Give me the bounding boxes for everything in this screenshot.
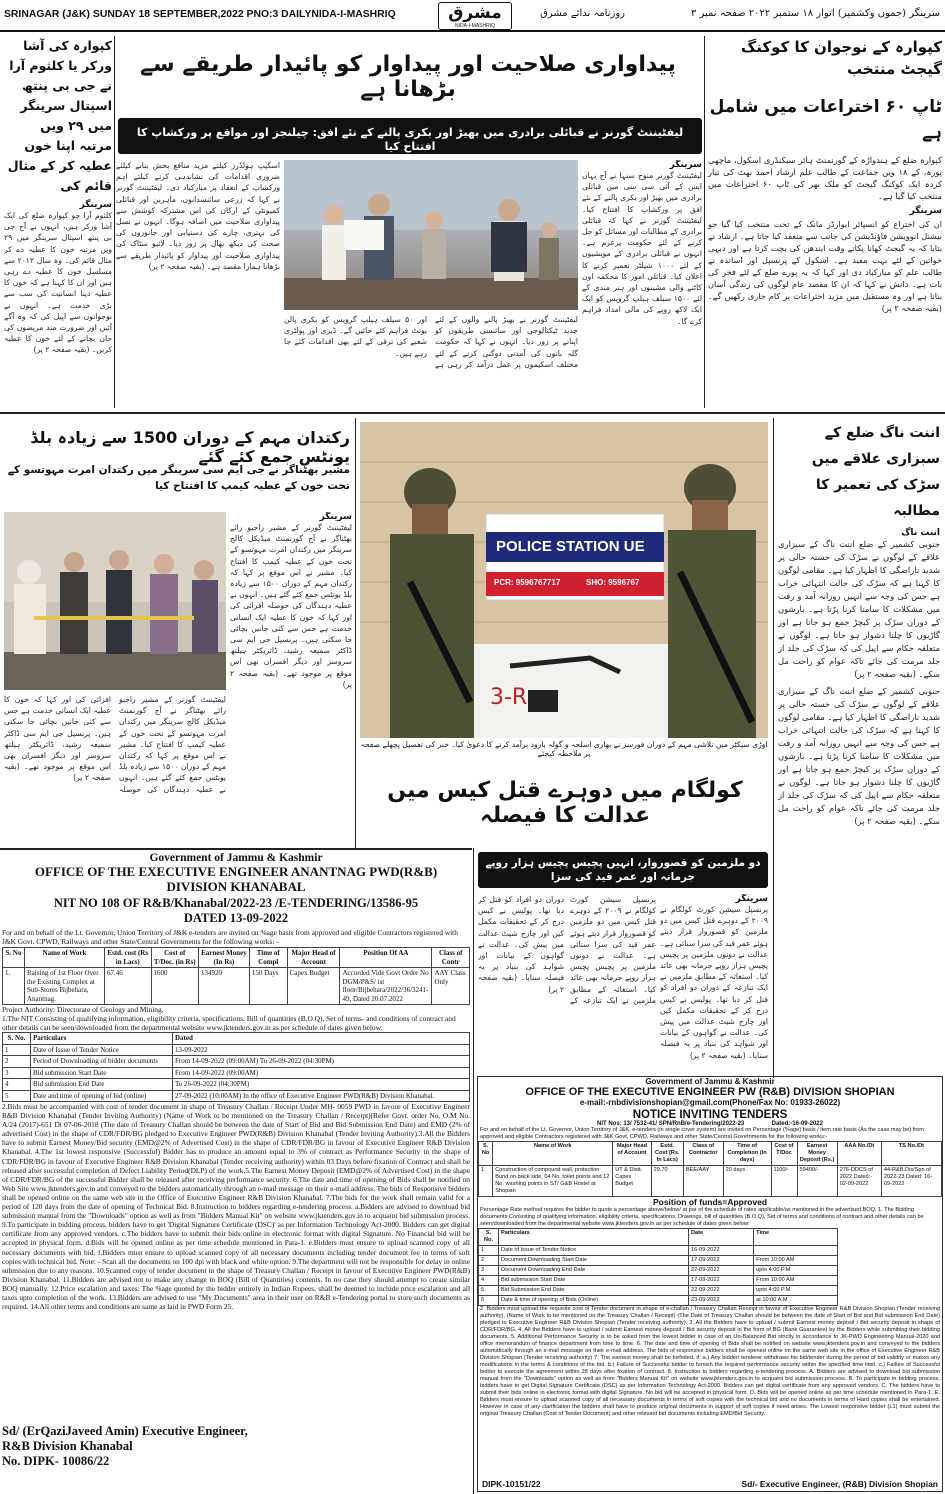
road-story (778, 420, 940, 1076)
court-story-subheadline (478, 852, 768, 888)
table-row (479, 1266, 838, 1276)
logo-text: مشرق (448, 3, 502, 23)
tender-right-schedule-table (478, 1228, 838, 1306)
road-story-byline: اننت ناگ (901, 528, 940, 538)
table-header: Particulars (31, 1033, 173, 1045)
right-story-byline: سرینگر (909, 206, 942, 216)
logo-subtext: NIDA-I-MASHRIQ (455, 23, 495, 29)
table-row (479, 1296, 838, 1306)
tender-right-dipk: DIPK-10151/22 (482, 1479, 541, 1489)
table-cell: Bid submission End Date (31, 1079, 173, 1091)
main-story-col-a-text: لیفٹیننٹ گورنر منوج سنہا نے آج یہاں ایس کے آئی سی سی میں قبائلی برادری میں بھیڑ اور بکری پالنے کے نئے افق پر ورکشاپ کا افتتاح کیا۔ لیفٹیننٹ گورنر نے کہا کہ قبائلی برادری کے مطالبات اور مسائل کو حل کرنے کے لئے حکومت پرعزم ہے۔ انہوں نے قبائلی برادری کے مویشیوں کے لئے ۱۰۰۰ شیلٹر تعمیر کرنے کا اعلان کیا۔ قبائلی امور کا محکمہ اون کاٹنے والی مشینوں اور ہنر مندی کے لئے ۱۵۰۰ سیلف ہیلپ گروپس کو ایک ایک لاکھ روپے کی مالی امداد فراہم کرے گا۔ (582, 171, 702, 326)
tender-right-dated: Dated:-16-09-2022 (771, 1121, 823, 1127)
blood-story-byline: سرینگر (319, 512, 352, 522)
court-story-byline: سرینگر (735, 894, 768, 904)
table-header: Time of Compl (249, 948, 287, 968)
tender-right-terms: 2. Bidders must upload the requisite cost of Tender document in shape of e-challan / Treasury Challan Receipt in favour of Executive Engineer R&B Division Shopian (Tender receiving authority). (Name of Work to be mentioned on the Treasury Challan / Receipt) (The Date of Treasury Challan should be between the date of Start of Bid and Bid submission End Date) pledged to Executive Engineer R&B Division Shopian (Tender receiving authority). 3. All the Bidders have to upload / submit Earnest money deposit / Bid security deposit in shape of CDR/FDR/BG. 4. All the Bidders have to upload / submit Earnest money deposit / Bid security deposit in the form of BG (Bank Guarantee) by the Bidders while submitting their bidding documents. 5. Additional Performance Security is to be asked from the lowest bidder in case of an Un-Balanced Bid strictly in accordance to JK-PWD Engineering Manual-2020 and office memorandum of finance department from time to time. 6. The date and time of opening of Bids shall be notified on website www.jktenders.gov.in and conveyed to the bidders automatically through an e-mail message on their e-mail address. The bids of responsive bidders shall be opened online on the same web site in the office of Executive Engineer R&B Division Shopian (Tender receiving authority) 7. The earnest money shall be forfeited, if: a.) Any bidder/ tenderer withdraws his bid/tender during the period of bid validity or makes any modifications in the terms & conditions of the bid. b.) Failure of Successful bidder to furnish the required performance security within the specified time limit. c.) Failure of Successful bidder to execute the agreement within 28 days after fixation of contract. 8. Instruction to bidders regarding e-tendering process. A. Bidders are advised to download bid submission manual from the "Downloads" option as well as from "Bidders Manual Kit" on website www.jktenders.gov.in to acquaint bid submission process. B. To participate in bidding process, bidders have to get Digital Signature Certificate (DSC) as per Information Technology Act-2000. Bidders can get digital certificate from any approved vendors. C. The bidders have to submit their bids online in electronic format with digital Signature. No bid will be accepted in physical form. D. Bids will be opened online as per time schedule mentioned in Para-1. E. Bidders must ensure to upload scanned copy of all necessary documents in terms of soft copies with the technical bid and no documents in terms of Hard copies shall be entertained. However in case of any clarification the bidders shall have to produce original documents in support of soft copies if need arises. The Lowest responsive bidder (L1) must submit the original Treasury Challan (Cost of Tender Document) and other relevant bid documents including EMD/Bid Security. (480, 1306, 940, 1417)
table-header: Date (689, 1229, 754, 1246)
divider (355, 418, 356, 848)
tender-right-signature: Sd/- Executive Engineer, (R&B) Division Shopian (741, 1479, 938, 1489)
main-story-col-b-text: لیفٹیننٹ گورنر نے بھیڑ پالنے والوں کے لئے جدید ٹیکنالوجی اور سائنسی طریقوں کو اپنانے پر زور دیا۔ انہوں نے کہا کہ حکومت گلہ بانوں کی آمدنی دوگنی کرنے کے لئے مختلف اسکیموں پر عمل درآمد کر رہی ہے اور ۵۰ سیلف ہیلپ گروپس کو بکری پالن یونٹ فراہم کئے جائیں گے۔ ڈیری اور پولٹری شعبے کی ترقی کے لئے بھی اقدامات کئے جا رہے ہیں۔ (284, 315, 578, 369)
table-cell: upto 4:00 P.M (754, 1286, 838, 1296)
right-story-headline-2: ٹاپ ۶۰ اختراعات میں شامل ہے (709, 97, 942, 143)
table-row (479, 1166, 942, 1197)
tender-right (477, 1076, 943, 1492)
tender-right-govt: Government of Jammu & Kashmir (645, 1077, 775, 1086)
table-cell: 5 (3, 1090, 31, 1102)
table-cell: 22-09-2022 (689, 1286, 754, 1296)
table-header: Name of Work (493, 1142, 613, 1166)
table-cell: Document Downloading Start Date (499, 1256, 689, 1266)
table-cell: 16-09-2022 (689, 1246, 754, 1256)
tender-right-works-table (478, 1141, 942, 1197)
table-cell: 5 (479, 1286, 499, 1296)
main-story-subheadline-text: لیفٹیننٹ گورنر نے قبائلی برادری میں بھیڑ اور بکری پالنے کے نئے افق: چیلنجز اور مواقع پر ورکشاپ کا افتتاح کیا (136, 126, 684, 153)
table-cell: 44-R&B.Dix/Spn of 2022-23 Dated: 16-09-2022 (881, 1166, 941, 1197)
main-story-col-c (116, 160, 280, 398)
table-cell: From 10:00 AM (754, 1276, 838, 1286)
table-header-row (3, 1033, 470, 1045)
tender-right-note: Percentage Rate method requires the bidder to quote a percentage above/below/ at par of the schedule of rates applicable/as mentioned in the advertised BOQ. 1. The Bidding documents Consisting of qualifying information, eligibility criteria, specifications, Drawings, bill of quantities (B.O.Q), Set of terms and conditions of contract and other details can be seen/downloaded from the departmental website www.jktenders.gov.in as per schedule of dates given below: (480, 1207, 924, 1227)
blood-story-text (230, 512, 352, 844)
tender-left-signature: Sd/ (ErQaziJaveed Amin) Executive Engineer, (2, 1424, 248, 1438)
table-cell: UT & Distt. Capex Budget (613, 1166, 651, 1197)
table-cell: 1100/- (771, 1166, 797, 1197)
table-cell: 276-DDCS of 2022 Dated:- 02-09-2022 (837, 1166, 881, 1197)
table-cell: 29.70 (651, 1166, 683, 1197)
table-header: S. No (479, 1142, 493, 1166)
table-row (3, 1056, 470, 1068)
table-cell: 6 (479, 1296, 499, 1306)
left-story-headline: کپوارہ کی آشا ورکر یا کلثوم آرا نے جی بی پنتھ اسپتال سرینگر میں ۲۹ ویں مرتبہ اپنا خون عطیہ کر کے مثال قائم کی (7, 38, 112, 193)
tender-left-office: OFFICE OF THE EXECUTIVE ENGINEER ANANTNAG PWD(R&B) DIVISION KHANABAL (34, 864, 438, 894)
table-cell: Accorded Vide Govt Order No DGM/P&S/ ist floor/Bijbehara/2022/36/3241-49, Dated 20.07.2022 (340, 968, 432, 1005)
table-header: Major Head of Account (287, 948, 340, 968)
ribbon-cutting-photo (4, 512, 226, 690)
left-story (4, 36, 112, 408)
table-cell: 1 (3, 1044, 31, 1056)
masthead (0, 0, 945, 32)
table-header: Position Of AA (340, 948, 432, 968)
table-cell: 2 (3, 1056, 31, 1068)
tender-right-position: Position of funds=Approved (652, 1197, 768, 1207)
table-header: Name of Work (25, 948, 105, 968)
road-story-headline: اننت ناگ ضلع کے سبزاری علاقے میں سڑک کی تعمیر کا مطالبہ (811, 425, 940, 519)
main-story-subheadline (118, 118, 702, 154)
table-cell: Period of Downloading of bidder documents (31, 1056, 173, 1068)
table-cell: Capex Budget (287, 968, 340, 1005)
table-header-row (479, 1229, 838, 1246)
main-story-byline: سرینگر (669, 160, 702, 170)
tender-left (2, 852, 470, 1492)
table-cell: 13-09-2022 (173, 1044, 470, 1056)
table-cell: 17-09-2022 (689, 1276, 754, 1286)
court-story-headline: کولگام میں دوہرے قتل کیس میں عدالت کا فیصلہ (387, 778, 743, 828)
table-row (3, 1079, 470, 1091)
table-cell: 1. (3, 968, 25, 1005)
divider (114, 36, 115, 408)
table-row (479, 1286, 838, 1296)
table-cell: Construction of compound wall, protection Bund on back side, 04 No. toilet points and 12 No. washing points in ST/ G&B Hostel at Shopian (493, 1166, 613, 1197)
table-row (3, 968, 470, 1005)
police-photo (360, 422, 768, 738)
table-row (479, 1256, 838, 1266)
table-header: Dated (173, 1033, 470, 1045)
main-story-col-a (582, 160, 702, 404)
table-cell: at 10:00 A.M (754, 1296, 838, 1306)
tender-right-email: e-mail:-rnbdivisionshopian@gmail.com(Phone/Fax No: 01933-26022) (579, 1098, 841, 1107)
right-story-intro: کپوارہ ضلع کے ہندواڑہ کے گورنمنٹ ہائر سیکنڈری اسکول، ماچھی پورہ، کے ۱۸ ویں جماعت کے طالب علم ارشاد احمد بھٹ کی تیار کردہ ایک کوکنگ گیجٹ کو ملک بھر کی ٹاپ ۶۰ اختراعات میں منتخب کیا گیا ہے۔ (708, 155, 942, 201)
table-cell: 27-09-2022 (10:00AM) In the office of Executive Engineer PWD(R&B) Division Khanabal. (173, 1090, 470, 1102)
table-header: Class of Contr (432, 948, 470, 968)
table-cell: 20 days (723, 1166, 771, 1197)
blood-story-headline: رکتدان مہم کے دوران 1500 سے زیادہ بلڈ یونٹس جمع کئے گئے (30, 428, 350, 466)
tender-left-intro: For and on behalf of the Lt. Governor, Union Territory of J&K e-tenders are invited on %age basis from approved and eligible Contractors registered with J&K Govt. CPWD, Railways and other State/Central Governments for the following works: - (2, 928, 458, 946)
main-story-col-c-text: اسکیپ ہولڈرز کیلئے مزید منافع بخش بنانے کیلئے ضروری اقدامات کی نشاندہی کرنے کیلئے اہم ورکشاپ کے انعقاد پر مبارکباد دی۔ لیفٹیننٹ گورنر نے کہا کہ زرعی سائنسدانوں، ماہرین اور قبائلی کمیونٹی کے ارکان کی اس مشترکہ کوشش سے پیداواری صلاحیت میں اضافہ ہوگا۔ انہوں نے نسل کی بہتری، چارے کی دستیابی اور جانوروں کی صحت کی دیکھ بھال پر زور دیا۔ لائیو سٹاک کی پیداواری صلاحیت اور پیداوار کو پائیدار طریقے سے بڑھانا ہمارا مقصد ہے۔ (بقیہ صفحہ ۲ پر) (116, 161, 280, 271)
tender-left-dipk: No. DIPK- 10086/22 (2, 1454, 110, 1468)
table-header: Cost of T/Doc (771, 1142, 797, 1166)
table-header-row (479, 1142, 942, 1166)
table-cell: Bid submission Start Date (499, 1276, 689, 1286)
police-pcr-number: PCR: 9596767717 (494, 578, 561, 587)
table-cell: 22-09-2022 (689, 1266, 754, 1276)
court-story-subheadline-text: دو ملزمین کو قصوروار، انہیں پچیس پچیس ہزار روپے جرمانہ اور عمر قید کی سزا (485, 857, 761, 883)
table-header: Cost of T/Doc. (in Rs) (151, 948, 198, 968)
table-header: Earnest Money Deposit (Rs.) (797, 1142, 837, 1166)
court-story-body: پرنسپل سیشن کورٹ کولگام نے ۲۰۰۹ کے دوہرے قتل کیس میں دو ملزمین کو قصوروار قرار دیتے ہوئے عمر قید کی سزا سنائی ہے۔ عدالت نے دونوں ملزمین پر پچیس پچیس ہزار روپے جرمانہ بھی عائد کیا۔ استغاثہ کے مطابق ملزمین نے ایک تنازعہ کے دوران دو افراد کو قتل کر دیا تھا۔ پولیس نے کیس درج کر کے تحقیقات مکمل کیں اور چارج شیٹ عدالت میں پیش کی۔ عدالت نے گواہوں کے بیانات اور شواہد کی بنیاد پر یہ فیصلہ سنایا۔ (بقیہ صفحہ ۲ پر) (660, 905, 768, 1060)
road-story-body-cont: جنوبی کشمیر کے ضلع اننت ناگ کے سبزاری علاقے کے لوگوں نے سڑک کی خستہ حالی پر شدید ناراضگی کا اظہار کیا ہے۔ مقامی لوگوں کا کہنا ہے کہ سڑک کی حالت انتہائی خراب ہے جس کی وجہ سے انہیں روزانہ آمد و رفت میں مشکلات کا سامنا کرنا پڑتا ہے۔ بارشوں کے دوران سڑک پر کیچڑ جمع ہو جاتا ہے اور گاڑیوں کا چلنا دشوار ہو جاتا ہے۔ لوگوں نے متعلقہ حکام سے اپیل کی کہ سڑک کی جلد از جلد مرمت کی جائے تاکہ عوام کو راحت مل سکے۔ (بقیہ صفحہ ۲ پر) (778, 686, 940, 826)
table-header: Class of Contractor (683, 1142, 723, 1166)
table-cell: From 14-09-2022 (09:00AM) (173, 1067, 470, 1079)
table-header: Particulars (499, 1229, 689, 1246)
table-row (479, 1246, 838, 1256)
table-header: S. No. (3, 1033, 31, 1045)
blood-story-subheadline: مشیر بھٹناگر نے جی ایم سی سرینگر میں رکتدان امرت مہوتسو کے تحت خون کے عطیہ کیمپ کا افتتاح کیا (7, 464, 350, 492)
tender-left-nit: NIT NO 108 OF R&B/Khanabal/2022-23 /E-TENDERING/13586-95 (53, 896, 419, 910)
tender-right-title: NOTICE INVITING TENDERS (632, 1109, 788, 1121)
table-header: Time (754, 1229, 838, 1246)
table-header: Time of Completion (In days) (723, 1142, 771, 1166)
tender-left-division: R&B Division Khanabal (2, 1439, 133, 1453)
tender-left-dated: DATED 13-09-2022 (183, 911, 289, 925)
workshop-photo (284, 160, 578, 310)
table-cell: Bid submission Start Date (31, 1067, 173, 1079)
table-header: Estd. Cost (Rs. In Lacs) (651, 1142, 683, 1166)
table-cell: Bid Submission End Date (499, 1286, 689, 1296)
police-sho-number: SHO: 9596767 (586, 578, 640, 587)
table-header: TS No./Dt (881, 1142, 941, 1166)
table-cell: From 10:00 AM (754, 1256, 838, 1266)
tender-right-office: OFFICE OF THE EXECUTIVE ENGINEER PW (R&B) DIVISION SHOPIAN (525, 1086, 895, 1098)
table-cell: Date & time of opening of Bids (Online) (499, 1296, 689, 1306)
masthead-left: SRINAGAR (J&K) SUNDAY 18 SEPTEMBER,2022 PNO:3 DAILYNIDA-I-MASHRIQ (4, 9, 396, 20)
blood-story-text-2 (4, 694, 226, 844)
table-cell: Date of Issue of Tender Notice (499, 1246, 689, 1256)
right-story (708, 36, 942, 410)
masthead-urdu-center: روزنامہ ندائے مشرق (540, 8, 625, 19)
table-cell: Date of Issue of Tender Notice (31, 1044, 173, 1056)
tender-left-works-table (2, 947, 470, 1005)
road-story-body: جنوبی کشمیر کے ضلع اننت ناگ کے سبزاری علاقے کے لوگوں نے سڑک کی خستہ حالی پر شدید ناراضگی کا اظہار کیا ہے۔ مقامی لوگوں کا کہنا ہے کہ سڑک کی حالت انتہائی خراب ہے جس کی وجہ سے انہیں روزانہ آمد و رفت میں مشکلات کا سامنا کرنا پڑتا ہے۔ بارشوں کے دوران سڑک پر کیچڑ جمع ہو جاتا ہے اور گاڑیوں کا چلنا دشوار ہو جاتا ہے۔ لوگوں نے متعلقہ حکام سے اپیل کی کہ سڑک کی جلد از جلد مرمت کی جائے تاکہ عوام کو راحت مل سکے۔ (بقیہ صفحہ ۲ پر) (778, 539, 940, 679)
table-cell: Document Downloading End Date (499, 1266, 689, 1276)
divider (704, 36, 705, 408)
divider (773, 418, 774, 1078)
main-story-photo (284, 160, 578, 310)
svg-text:3-R: 3-R (490, 685, 528, 710)
table-cell: 1 (479, 1166, 493, 1197)
tender-right-nit: NIT Nos: 13/ 7532-41/ SPN/RnB/e-Tendering/2022-23 (597, 1121, 745, 1127)
police-banner-text: POLICE STATION UE (496, 538, 645, 555)
table-cell: 134920 (198, 968, 249, 1005)
table-cell: To 26-09-2022 (04:30PM) (173, 1079, 470, 1091)
table-cell: 3 (479, 1266, 499, 1276)
divider (473, 848, 474, 1494)
table-row (3, 1067, 470, 1079)
police-photo-caption: اوڑی سیکٹر میں تلاشی مہم کے دوران فورسز نے بھاری اسلحہ و گولہ بارود برآمد کرنے کا دعویٰ کیا۔ خبر کی تفصیل پچھلے صفحہ پر ملاحظہ کیجئے (360, 740, 768, 758)
newspaper-logo (438, 2, 512, 30)
divider (0, 848, 472, 850)
table-header: Earnest Money (In Rs) (198, 948, 249, 968)
court-story-text-a (660, 894, 768, 1076)
table-header: S. No (3, 948, 25, 968)
tender-left-authority: Project Authority: Directorate of Geology and Mining. (2, 1005, 164, 1014)
table-cell: Date and time of opening of bid (online) (31, 1090, 173, 1102)
table-header: AAA No./Dt (837, 1142, 881, 1166)
table-cell: 150 Days (249, 968, 287, 1005)
table-cell: BEE/AAY (683, 1166, 723, 1197)
table-cell: Raising of 1st Floor Over the Existing Complex at Sub-Stores Bijbehara, Anantnag. (25, 968, 105, 1005)
table-header: Estd. cost (Rs in Lacs) (105, 948, 152, 968)
table-cell: 3 (3, 1067, 31, 1079)
tender-right-intro: For and on behalf of the Lt. Governor, Union Territory of J&K, e-tenders (in single cover system) are invited on Percentage (%age) basis / item rate basis (As the case may be) from approved and eligible Contractors registered with J&K Govt, CPWD, Railways and other State/Central Governments for the following works:- (480, 1127, 924, 1140)
masthead-urdu-right: سرینگر (جموں وکشمیر) اتوار ۱۸ ستمبر ۲۰۲۲ صفحہ نمبر ۳ (690, 8, 940, 19)
table-cell: 2 (479, 1256, 499, 1266)
table-header-row (3, 948, 470, 968)
table-cell: 17-09-2022 (689, 1256, 754, 1266)
table-cell: upto 4:00 P.M (754, 1266, 838, 1276)
tender-left-govt: Government of Jammu & Kashmir (149, 852, 323, 864)
right-story-body: ان کی اختراع کو انسپائر ایوارڈز مانک کے تحت منتخب کیا گیا جو نیشنل انوویشن فاؤنڈیشن کی جانب سے منعقد کیا جاتا ہے۔ ارشاد نے بتایا کہ یہ گیجٹ کھانا پکاتے وقت ایندھن کی بچت کرتا ہے اور دیہی خواتین کے لئے بہت مفید ہے۔ اسکول کے پرنسپل اور اساتذہ نے طالب علم کو مبارکباد دی اور کہا کہ یہ پورے ضلع کے لئے فخر کی بات ہے۔ دانش نے کہا کہ ان کا مقصد عام لوگوں کی زندگی آسان بنانا ہے اور وہ مستقبل میں مزید اختراعات پر کام جاری رکھیں گے۔ (بقیہ صفحہ ۲ پر) (708, 219, 942, 313)
table-row (479, 1276, 838, 1286)
table-row (3, 1044, 470, 1056)
table-cell: AAY Class Only (432, 968, 470, 1005)
left-story-body: کلثوم آرا جو کپوارہ ضلع کی ایک آشا ورکر ہیں، انہوں نے آج جی بی پنتھ اسپتال سرینگر میں ۲۹ ویں مرتبہ خون کا عطیہ دے کر مثال قائم کی۔ وہ سال ۲۰۱۲ سے مسلسل خون کا عطیہ دے رہی ہیں اور ان کا کہنا ہے کہ خون کا عطیہ دینا انسانیت کی سب سے بڑی خدمت ہے۔ انہوں نے نوجوانوں سے اپیل کی کہ وہ آگے آئیں اور ضرورت مند مریضوں کی جان بچانے کے لئے خون کا عطیہ کریں۔ (بقیہ صفحہ ۲ پر) (4, 211, 112, 355)
divider (0, 412, 945, 414)
tender-left-schedule-table (2, 1032, 470, 1102)
table-cell: 4 (479, 1276, 499, 1286)
main-story-headline: پیداواری صلاحیت اور پیداوار کو پائیدار طریقے سے بڑھانا ہے (140, 52, 676, 102)
table-cell: 1600 (151, 968, 198, 1005)
table-row (3, 1090, 470, 1102)
table-cell (754, 1246, 838, 1256)
blood-story-body: لیفٹیننٹ گورنر کے مشیر راجیو رائے بھٹناگر نے آج گورنمنٹ میڈیکل کالج سرینگر میں رکتدان امرت مہوتسو کے تحت خون کے عطیہ کیمپ کا افتتاح کیا۔ مشیر نے اس موقع پر کہا کہ رکتدان مہم کے دوران ۱۵۰۰ سے زیادہ بلڈ یونٹس جمع کئے گئے ہیں۔ انہوں نے عطیہ دہندگان کی حوصلہ افزائی کی اور کہا کہ خون کا عطیہ ایک انسانی خدمت ہے جس سے کئی جانیں بچائی جا سکتی ہیں۔ پرنسپل جی ایم سی ڈاکٹر سمیعہ رشید، ڈائریکٹر ہیلتھ سروسز اور دیگر افسران بھی اس موقع پر موجود تھے۔ (بقیہ صفحہ ۲ پر) (230, 523, 352, 689)
police-station-photo (360, 422, 768, 738)
table-cell: 67.46 (105, 968, 152, 1005)
table-cell: 59400/- (797, 1166, 837, 1197)
table-cell: 1 (479, 1246, 499, 1256)
table-cell: 23-09-2022 (689, 1296, 754, 1306)
table-cell: From 14-09-2022 (09:00AM) To 26-09-2022 (04:30PM) (173, 1056, 470, 1068)
table-cell: 4 (3, 1079, 31, 1091)
blood-story-body-cont: لیفٹیننٹ گورنر کے مشیر راجیو رائے بھٹناگر نے آج گورنمنٹ میڈیکل کالج سرینگر میں رکتدان امرت مہوتسو کے تحت خون کے عطیہ کیمپ کا افتتاح کیا۔ مشیر نے اس موقع پر کہا کہ رکتدان مہم کے دوران ۱۵۰۰ سے زیادہ بلڈ یونٹس جمع کئے گئے ہیں۔ انہوں نے عطیہ دہندگان کی حوصلہ افزائی کی اور کہا کہ خون کا عطیہ ایک انسانی خدمت ہے جس سے کئی جانیں بچائی جا سکتی ہیں۔ پرنسپل جی ایم سی ڈاکٹر سمیعہ رشید، ڈائریکٹر ہیلتھ سروسز اور دیگر افسران بھی اس موقع پر موجود تھے۔ (بقیہ صفحہ ۲ پر) (4, 695, 226, 794)
court-story-text-c (478, 894, 656, 1076)
table-header: S. No. (479, 1229, 499, 1246)
tender-left-note: 1.The NIT Consisting of qualifying information, eligibility criteria, specifications, Bill of quantities (B.O.Q), Set of terms- and conditions of contract and other details can be seen/downloaded from the departmental website www.jktenders.gov.in as per schedule of dates given below: (2, 1014, 456, 1032)
blood-story-photo (4, 512, 226, 690)
tender-left-terms: 2.Bids must be accompanied with cost of tender document in shape of Treasury Challan / Receipt Under MH- 0059 PWD in favour of Executive Engineer R&B Division Khanabal (Tender Inviting Authority) (Name of Work to be mentioned on the Treasury Challan / Receipt)(Refer Govt. order No. O.M No. A/24 (2017)-651 Dt 07-06-2018 (The date of Treasury Challan should be between the date of Start of Bid and Bid Submission End Date) and EMD (2% of advertised Cost) in the shape of CDR/FDR/BG pledged to Executive Engineer PWD(R&B) Division Khanabal (Tender Inviting Authority).3.All the Bidders have to submit Earnest Money/Bid security (EMD@2% of Advertised Cost) in the shape of CDR/FDR/BG in favour of Executive Engineer R&B Division Khanabal. 4.The 1st lowest responsive (Successful) Bidder has to produce an amount equal to 3% of contract as Performance Security in the shape of CDR/FDR/BG in favour of Executive Engineer R&B Division Khanabal (Tender receiving authority) within 03 Days before fixation of Contract and shall be released after successful completion of Defect Liability Period(DLP) of the work.5.The Earnest Money Deposit (EMD@2% of Advertised Cost) in the shape of CDR/FDR/BG of the successful Bidder shall be released after receiving performance security. 6.The date and time of opening of Bids shall be notified on Web Site www.jktenders.gov.in and conveyed to the bidders automatically through an e-mail message on their e-mail address. The bids of Responsive bidders shall be opened online on the same web site in the Office of Executive Engineer R&B Division Khanabal. 7.The bids for the work shall remain valid for a period of 120 days from the date of opening of Technical Bid. 8.Instruction to bidders regarding e-tendering process. a.Bidders are advised to download bid submission manual from the "Downloads" option as well as from "Bidders Manual Kit" on website www.jktenders.gov.in to acquaint bid submission process. 9.To participate in bidding process, bidders have to get 'Digital Signature Certificate (DSC)' as per Information Technology Act-2000. Bidders can get digital certificate from any approved vendors. c.The bidders have to submit their bids online in electronic format with digital Signature. No Financial bid will be accepted in physical form. d.Bids will be opened online as per time schedule mentioned in Para-1. e.Bidders must ensure to upload scanned copy of all necessary documents with bid. f.Bidders must ensure to upload scanned copy of all necessary documents including tender document fee in terms of soft copies with technical bid. Note: - Scan all the documents on 100 dpi with black and white option. 9.The department will not be responsible for delay in online submission due to any reasons. 10.Scanned copy of tender document in the shape of Treasury Challan / Receipt in favour of Executive Engineer PWD(R&B) Division Khanabal. 11.Bidders are advised not to make any change in BOQ (Bill of Quantities) contents. In no case they should attempt to create similar BOQ manually. 12.Price escalation and taxes: The %age quoted by the bidder entirely in Indian Rupees, shall be deemed to include price escalation and all taxes upto completion of the work. 13.Bidders are advised to use "My Documents" area in their user on R&B e-Tendering portal to store such documents as required. 14.All other terms and conditions are same as laid in PWD Form 25. (2, 1102, 470, 1312)
right-story-headline-1: کپوارہ کے نوجوان کا کوکنگ گیجٹ منتخب (740, 38, 942, 78)
table-header: Major Head of Account (613, 1142, 651, 1166)
main-story-col-b (284, 314, 578, 406)
left-story-byline: سرینگر (79, 200, 112, 210)
court-story-body-cont: پرنسپل سیشن کورٹ کولگام نے ۲۰۰۹ کے دوہرے قتل کیس میں دو ملزمین کو قصوروار قرار دیتے ہوئے عمر قید کی سزا سنائی ہے۔ عدالت نے دونوں ملزمین پر پچیس پچیس ہزار روپے جرمانہ بھی عائد کیا۔ استغاثہ کے مطابق ملزمین نے ایک تنازعہ کے دوران دو افراد کو قتل کر دیا تھا۔ پولیس نے کیس درج کر کے تحقیقات مکمل کیں اور چارج شیٹ عدالت میں پیش کی۔ عدالت نے گواہوں کے بیانات اور شواہد کی بنیاد پر یہ فیصلہ سنایا۔ (بقیہ صفحہ ۲ پر) (478, 895, 656, 1005)
